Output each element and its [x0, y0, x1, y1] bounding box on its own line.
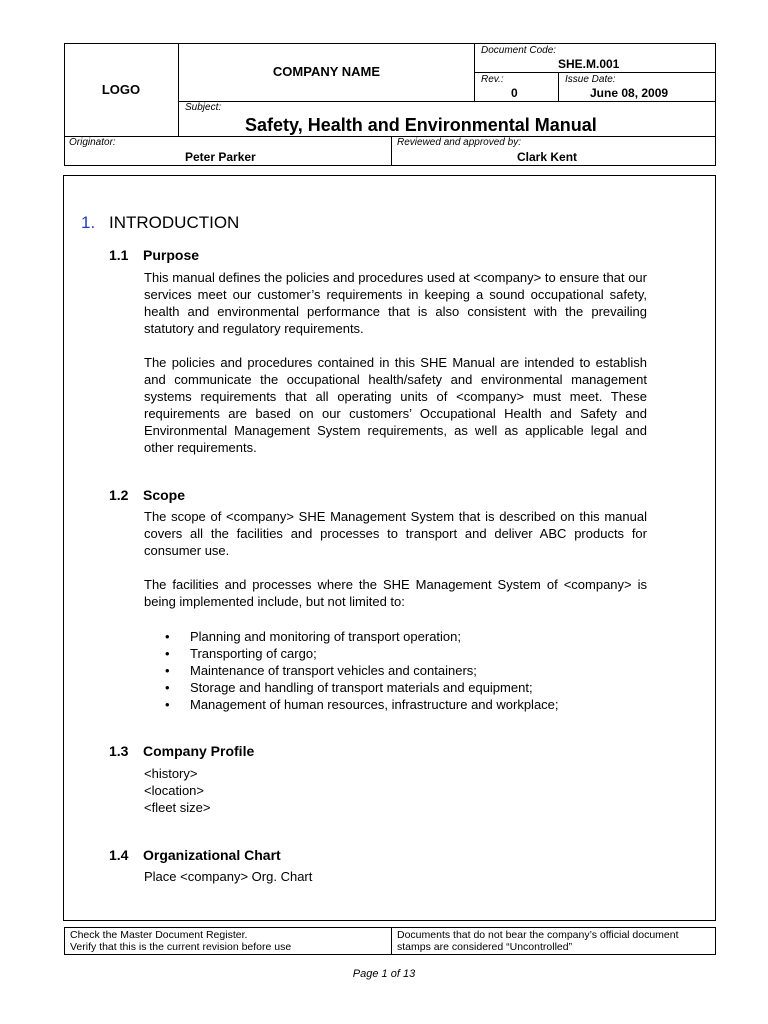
list-item: • Maintenance of transport vehicles and containers;: [165, 662, 645, 679]
issue-date-label: Issue Date:: [565, 74, 616, 85]
purpose-heading: [109, 247, 199, 263]
originator-label: Originator:: [69, 137, 116, 148]
rev-label: Rev.:: [481, 74, 504, 85]
logo-placeholder: LOGO: [101, 82, 141, 97]
footer-uncontrolled-note-2: stamps are considered “Uncontrolled”: [397, 941, 573, 953]
section-number: 1.: [81, 213, 96, 232]
purpose-number: 1.1: [109, 247, 129, 263]
org-chart-title: Organizational Chart: [143, 847, 281, 863]
profile-fleet-size: <fleet size>: [144, 800, 211, 815]
scope-heading: [109, 487, 185, 503]
scope-paragraph: The facilities and processes where the SHE Management System of <company> is being implemented include, but not limited to:: [144, 577, 647, 609]
profile-heading: [109, 743, 254, 759]
document-code: SHE.M.001: [558, 57, 620, 71]
section-title: INTRODUCTION: [109, 213, 240, 232]
purpose-paragraph: The policies and procedures contained in this SHE Manual are intended to establish and communicate the occupational health/safety and environmental management systems requirements that all operating units of <company> must meet. These requirements are based on our customers’ Occupational Health and Safety and Environmental Management System requirements, as well as applicable legal and other requirements.: [144, 355, 647, 455]
profile-history: <history>: [144, 766, 198, 781]
footer-uncontrolled-note: Documents that do not bear the company’s official document: [397, 929, 679, 941]
purpose-paragraph: This manual defines the policies and procedures used at <company> to ensure that our services meet our customer’s requirements in keeping a sound occupational safety, health and environmental performance that is also consistent with the prevailing statutory and regulatory requirements.: [144, 270, 647, 336]
scope-list: [165, 628, 645, 713]
section-heading: [81, 213, 239, 233]
reviewer-label: Reviewed and approved by:: [397, 137, 521, 148]
profile-location: <location>: [144, 783, 204, 798]
profile-lines: [144, 765, 211, 816]
subject-label: Subject:: [185, 102, 222, 113]
page-number: Page 1 of 13: [352, 968, 416, 980]
list-item: • Planning and monitoring of transport operation;: [165, 628, 645, 645]
scope-title: Scope: [143, 487, 186, 503]
company-name: COMPANY NAME: [272, 64, 381, 79]
scope-paragraph: The scope of <company> SHE Management System that is described on this manual covers all the facilities and processes to transport and deliver ABC products for consumer use.: [144, 509, 647, 558]
org-chart-number: 1.4: [109, 847, 129, 863]
list-item: • Storage and handling of transport materials and equipment;: [165, 679, 645, 696]
rev-value: 0: [511, 86, 518, 100]
list-item: • Transporting of cargo;: [165, 645, 645, 662]
purpose-text: [144, 269, 647, 456]
purpose-title: Purpose: [143, 247, 200, 263]
scope-number: 1.2: [109, 487, 129, 503]
footer-register-note: Check the Master Document Register.: [70, 929, 248, 941]
profile-title: Company Profile: [143, 743, 255, 759]
footer-revision-note: Verify that this is the current revision before use: [70, 941, 292, 953]
subject-title: Safety, Health and Environmental Manual: [245, 115, 597, 135]
profile-number: 1.3: [109, 743, 129, 759]
document-code-label: Document Code:: [481, 45, 557, 56]
scope-text: [144, 508, 647, 610]
issue-date: June 08, 2009: [590, 86, 669, 100]
org-chart-heading: [109, 847, 281, 863]
list-item: • Management of human resources, infrastructure and workplace;: [165, 696, 645, 713]
originator-name: Peter Parker: [185, 150, 256, 164]
org-chart-placeholder: Place <company> Org. Chart: [144, 869, 313, 884]
reviewer-name: Clark Kent: [517, 150, 578, 164]
